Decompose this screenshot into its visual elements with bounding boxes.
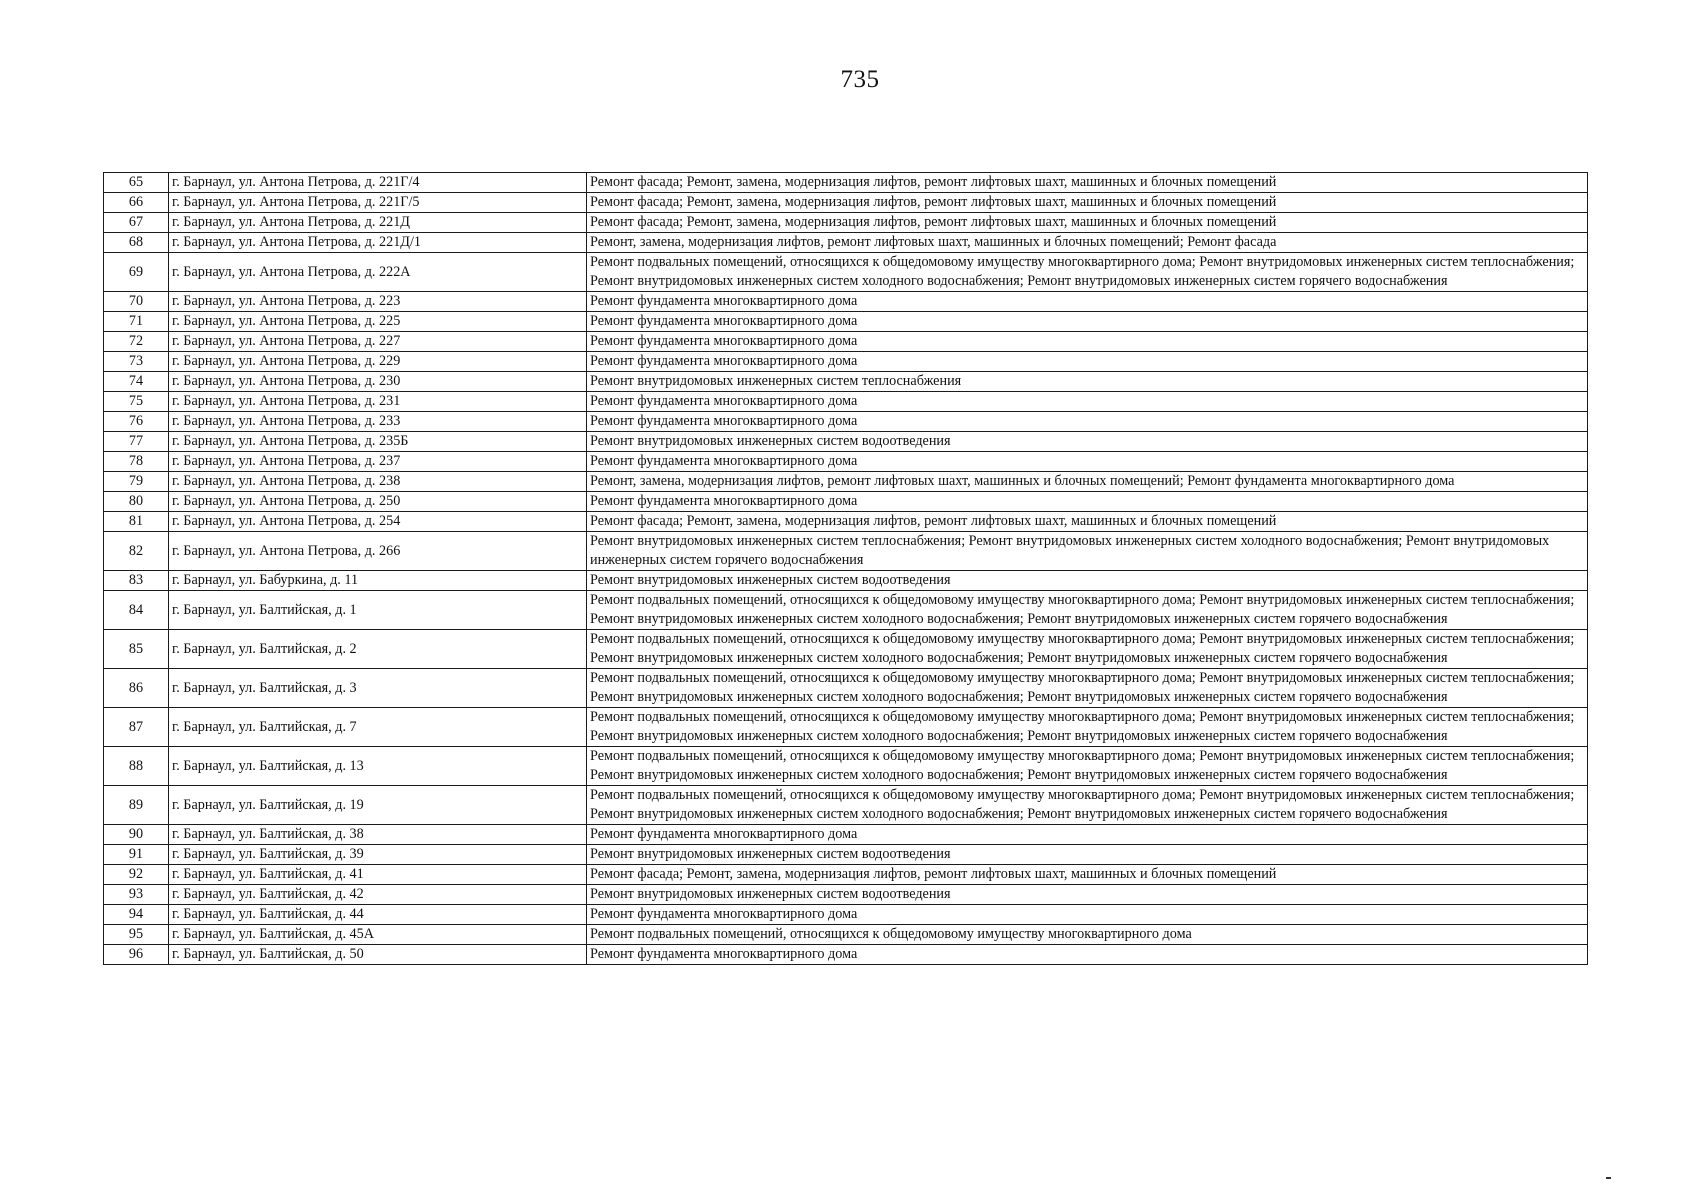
row-number: 94 <box>104 905 169 925</box>
table-row <box>104 492 1588 512</box>
row-number: 82 <box>104 532 169 571</box>
house-address: г. Барнаул, ул. Балтийская, д. 1 <box>169 591 587 630</box>
table-row <box>104 669 1588 708</box>
table-row <box>104 845 1588 865</box>
repair-works: Ремонт подвальных помещений, относящихся к общедомовому имуществу многоквартирного дома <box>587 925 1588 945</box>
house-address: г. Барнаул, ул. Антона Петрова, д. 233 <box>169 412 587 432</box>
table-row <box>104 213 1588 233</box>
house-address: г. Барнаул, ул. Балтийская, д. 44 <box>169 905 587 925</box>
scan-artifact <box>1606 1177 1611 1179</box>
repair-works: Ремонт подвальных помещений, относящихся к общедомовому имуществу многоквартирного дома; Ремонт внутридомовых инженерных систем теплоснабжения; Ремонт внутридомовых инженерных систем холодного водоснабжения; Ремонт внутридомовых инженерных систем горячего водоснабжения <box>587 708 1588 747</box>
table-row <box>104 747 1588 786</box>
repair-register-table <box>103 172 1588 965</box>
table-row <box>104 885 1588 905</box>
house-address: г. Барнаул, ул. Балтийская, д. 41 <box>169 865 587 885</box>
repair-works: Ремонт внутридомовых инженерных систем теплоснабжения; Ремонт внутридомовых инженерных систем холодного водоснабжения; Ремонт внутридомовых инженерных систем горячего водоснабжения <box>587 532 1588 571</box>
house-address: г. Барнаул, ул. Антона Петрова, д. 235Б <box>169 432 587 452</box>
house-address: г. Барнаул, ул. Балтийская, д. 38 <box>169 825 587 845</box>
table-row <box>104 253 1588 292</box>
table-row <box>104 472 1588 492</box>
house-address: г. Барнаул, ул. Балтийская, д. 19 <box>169 786 587 825</box>
repair-works: Ремонт внутридомовых инженерных систем водоотведения <box>587 845 1588 865</box>
row-number: 87 <box>104 708 169 747</box>
table-row <box>104 825 1588 845</box>
row-number: 66 <box>104 193 169 213</box>
repair-works: Ремонт, замена, модернизация лифтов, ремонт лифтовых шахт, машинных и блочных помещений; Ремонт фундамента многоквартирного дома <box>587 472 1588 492</box>
repair-works: Ремонт фасада; Ремонт, замена, модернизация лифтов, ремонт лифтовых шахт, машинных и блочных помещений <box>587 173 1588 193</box>
table-row <box>104 708 1588 747</box>
house-address: г. Барнаул, ул. Антона Петрова, д. 221Д <box>169 213 587 233</box>
table-row <box>104 292 1588 312</box>
house-address: г. Барнаул, ул. Антона Петрова, д. 221Г/5 <box>169 193 587 213</box>
repair-works: Ремонт фасада; Ремонт, замена, модернизация лифтов, ремонт лифтовых шахт, машинных и блочных помещений <box>587 213 1588 233</box>
house-address: г. Барнаул, ул. Антона Петрова, д. 250 <box>169 492 587 512</box>
row-number: 93 <box>104 885 169 905</box>
repair-works: Ремонт подвальных помещений, относящихся к общедомовому имуществу многоквартирного дома; Ремонт внутридомовых инженерных систем теплоснабжения; Ремонт внутридомовых инженерных систем холодного водоснабжения; Ремонт внутридомовых инженерных систем горячего водоснабжения <box>587 253 1588 292</box>
repair-works: Ремонт фасада; Ремонт, замена, модернизация лифтов, ремонт лифтовых шахт, машинных и блочных помещений <box>587 512 1588 532</box>
repair-works: Ремонт фундамента многоквартирного дома <box>587 352 1588 372</box>
repair-works: Ремонт фундамента многоквартирного дома <box>587 292 1588 312</box>
table-row <box>104 332 1588 352</box>
row-number: 65 <box>104 173 169 193</box>
row-number: 83 <box>104 571 169 591</box>
row-number: 73 <box>104 352 169 372</box>
repair-works: Ремонт подвальных помещений, относящихся к общедомовому имуществу многоквартирного дома; Ремонт внутридомовых инженерных систем теплоснабжения; Ремонт внутридомовых инженерных систем холодного водоснабжения; Ремонт внутридомовых инженерных систем горячего водоснабжения <box>587 747 1588 786</box>
repair-works: Ремонт фундамента многоквартирного дома <box>587 392 1588 412</box>
house-address: г. Барнаул, ул. Антона Петрова, д. 231 <box>169 392 587 412</box>
house-address: г. Барнаул, ул. Балтийская, д. 42 <box>169 885 587 905</box>
row-number: 70 <box>104 292 169 312</box>
row-number: 86 <box>104 669 169 708</box>
table-row <box>104 173 1588 193</box>
row-number: 92 <box>104 865 169 885</box>
house-address: г. Барнаул, ул. Балтийская, д. 3 <box>169 669 587 708</box>
table-row <box>104 630 1588 669</box>
row-number: 74 <box>104 372 169 392</box>
row-number: 84 <box>104 591 169 630</box>
row-number: 91 <box>104 845 169 865</box>
table-row <box>104 452 1588 472</box>
row-number: 68 <box>104 233 169 253</box>
repair-works: Ремонт подвальных помещений, относящихся к общедомовому имуществу многоквартирного дома; Ремонт внутридомовых инженерных систем теплоснабжения; Ремонт внутридомовых инженерных систем холодного водоснабжения; Ремонт внутридомовых инженерных систем горячего водоснабжения <box>587 591 1588 630</box>
repair-works: Ремонт фундамента многоквартирного дома <box>587 492 1588 512</box>
row-number: 75 <box>104 392 169 412</box>
house-address: г. Барнаул, ул. Балтийская, д. 13 <box>169 747 587 786</box>
repair-works: Ремонт фундамента многоквартирного дома <box>587 452 1588 472</box>
repair-works: Ремонт внутридомовых инженерных систем водоотведения <box>587 885 1588 905</box>
repair-works: Ремонт фундамента многоквартирного дома <box>587 945 1588 965</box>
row-number: 95 <box>104 925 169 945</box>
table-row <box>104 512 1588 532</box>
house-address: г. Барнаул, ул. Антона Петрова, д. 222А <box>169 253 587 292</box>
house-address: г. Барнаул, ул. Балтийская, д. 2 <box>169 630 587 669</box>
row-number: 69 <box>104 253 169 292</box>
row-number: 88 <box>104 747 169 786</box>
repair-works: Ремонт подвальных помещений, относящихся к общедомовому имуществу многоквартирного дома; Ремонт внутридомовых инженерных систем теплоснабжения; Ремонт внутридомовых инженерных систем холодного водоснабжения; Ремонт внутридомовых инженерных систем горячего водоснабжения <box>587 630 1588 669</box>
repair-works: Ремонт внутридомовых инженерных систем водоотведения <box>587 432 1588 452</box>
house-address: г. Барнаул, ул. Антона Петрова, д. 223 <box>169 292 587 312</box>
row-number: 71 <box>104 312 169 332</box>
repair-works: Ремонт фундамента многоквартирного дома <box>587 312 1588 332</box>
row-number: 72 <box>104 332 169 352</box>
repair-works: Ремонт внутридомовых инженерных систем водоотведения <box>587 571 1588 591</box>
table-row <box>104 571 1588 591</box>
row-number: 80 <box>104 492 169 512</box>
table-row <box>104 412 1588 432</box>
table-body <box>104 173 1588 965</box>
row-number: 90 <box>104 825 169 845</box>
table-row <box>104 312 1588 332</box>
table-row <box>104 905 1588 925</box>
house-address: г. Барнаул, ул. Балтийская, д. 7 <box>169 708 587 747</box>
house-address: г. Барнаул, ул. Антона Петрова, д. 254 <box>169 512 587 532</box>
house-address: г. Барнаул, ул. Антона Петрова, д. 266 <box>169 532 587 571</box>
row-number: 96 <box>104 945 169 965</box>
repair-works: Ремонт подвальных помещений, относящихся к общедомовому имуществу многоквартирного дома; Ремонт внутридомовых инженерных систем теплоснабжения; Ремонт внутридомовых инженерных систем холодного водоснабжения; Ремонт внутридомовых инженерных систем горячего водоснабжения <box>587 786 1588 825</box>
repair-works: Ремонт, замена, модернизация лифтов, ремонт лифтовых шахт, машинных и блочных помещений; Ремонт фасада <box>587 233 1588 253</box>
house-address: г. Барнаул, ул. Балтийская, д. 45А <box>169 925 587 945</box>
table-row <box>104 786 1588 825</box>
table-row <box>104 532 1588 571</box>
house-address: г. Барнаул, ул. Антона Петрова, д. 227 <box>169 332 587 352</box>
table-row <box>104 591 1588 630</box>
row-number: 78 <box>104 452 169 472</box>
house-address: г. Барнаул, ул. Антона Петрова, д. 221Г/4 <box>169 173 587 193</box>
repair-works: Ремонт фундамента многоквартирного дома <box>587 332 1588 352</box>
row-number: 76 <box>104 412 169 432</box>
row-number: 81 <box>104 512 169 532</box>
repair-works: Ремонт внутридомовых инженерных систем теплоснабжения <box>587 372 1588 392</box>
house-address: г. Барнаул, ул. Балтийская, д. 39 <box>169 845 587 865</box>
page-number: 735 <box>840 66 880 93</box>
table-row <box>104 233 1588 253</box>
repair-works: Ремонт фасада; Ремонт, замена, модернизация лифтов, ремонт лифтовых шахт, машинных и блочных помещений <box>587 865 1588 885</box>
repair-works: Ремонт фундамента многоквартирного дома <box>587 412 1588 432</box>
table-row <box>104 945 1588 965</box>
table-row <box>104 193 1588 213</box>
house-address: г. Барнаул, ул. Антона Петрова, д. 221Д/1 <box>169 233 587 253</box>
house-address: г. Барнаул, ул. Антона Петрова, д. 225 <box>169 312 587 332</box>
house-address: г. Барнаул, ул. Балтийская, д. 50 <box>169 945 587 965</box>
repair-works: Ремонт фундамента многоквартирного дома <box>587 825 1588 845</box>
house-address: г. Барнаул, ул. Антона Петрова, д. 229 <box>169 352 587 372</box>
table-row <box>104 372 1588 392</box>
house-address: г. Барнаул, ул. Антона Петрова, д. 238 <box>169 472 587 492</box>
table-row <box>104 925 1588 945</box>
table-row <box>104 352 1588 372</box>
repair-works: Ремонт фундамента многоквартирного дома <box>587 905 1588 925</box>
house-address: г. Барнаул, ул. Антона Петрова, д. 230 <box>169 372 587 392</box>
repair-works: Ремонт фасада; Ремонт, замена, модернизация лифтов, ремонт лифтовых шахт, машинных и блочных помещений <box>587 193 1588 213</box>
table-row <box>104 865 1588 885</box>
row-number: 67 <box>104 213 169 233</box>
table-row <box>104 392 1588 412</box>
house-address: г. Барнаул, ул. Бабуркина, д. 11 <box>169 571 587 591</box>
table-row <box>104 432 1588 452</box>
repair-works: Ремонт подвальных помещений, относящихся к общедомовому имуществу многоквартирного дома; Ремонт внутридомовых инженерных систем теплоснабжения; Ремонт внутридомовых инженерных систем холодного водоснабжения; Ремонт внутридомовых инженерных систем горячего водоснабжения <box>587 669 1588 708</box>
row-number: 85 <box>104 630 169 669</box>
house-address: г. Барнаул, ул. Антона Петрова, д. 237 <box>169 452 587 472</box>
row-number: 77 <box>104 432 169 452</box>
row-number: 89 <box>104 786 169 825</box>
row-number: 79 <box>104 472 169 492</box>
